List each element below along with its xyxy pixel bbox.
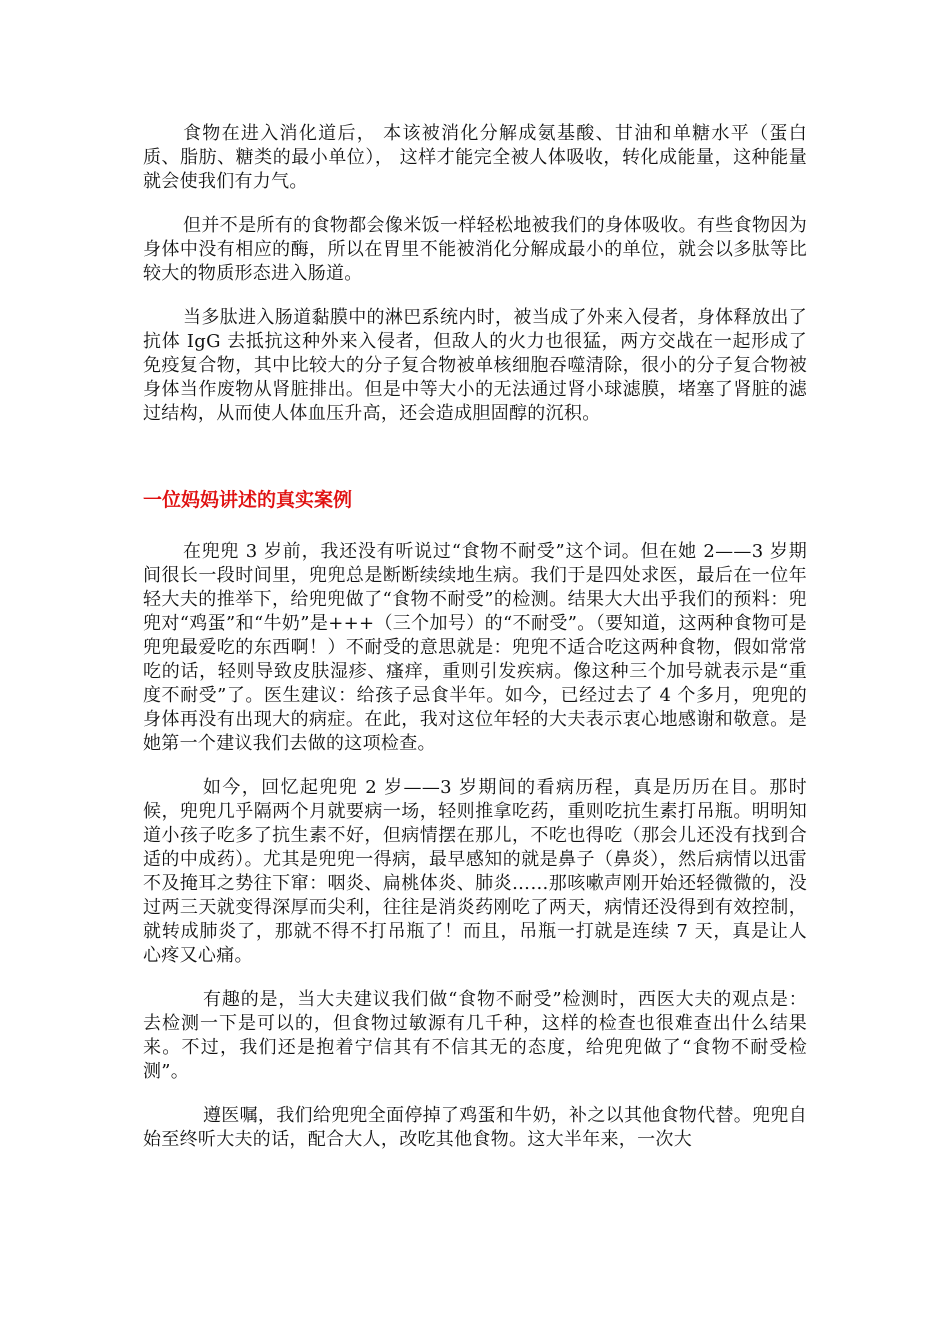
document-page: [143, 122, 807, 1172]
case-paragraph-history: 如今，回忆起兜兜 2 岁——3 岁期间的看病历程，真是历历在目。那时候，兜兜几乎隔两个月就要病一场，轻则推拿吃药，重则吃抗生素打吊瓶。明明知道小孩子吃多了抗生素不好，但病情摆在那儿，不吃也得吃（那会儿还没有找到合适的中成药）。尤其是兜兜一得病，最早感知的就是鼻子（鼻炎），然后病情以迅雷不及掩耳之势往下窜：咽炎、扁桃体炎、肺炎……那咳嗽声刚开始还轻微微的，没过两三天就变得深厚而尖利，往往是消炎药刚吃了两天，病情还没得到有效控制，就转成肺炎了，那就不得不打吊瓶了！而且，吊瓶一打就是连续 7 天，真是让人心疼又心痛。: [143, 777, 807, 966]
section-heading-case: 一位妈妈讲述的真实案例: [143, 489, 353, 511]
intro-paragraph-immune: 当多肽进入肠道黏膜中的淋巴系统内时，被当成了外来入侵者，身体释放出了抗体 IgG 去抵抗这种外来入侵者，但敌人的火力也很猛，两方交战在一起形成了免疫复合物，其中比较大的分子复合物被单核细胞吞噬清除，很小的分子复合物被身体当作废物从肾脏排出。但是中等大小的无法通过肾小球滤膜，堵塞了肾脏的滤过结构，从而使人体血压升高，还会造成胆固醇的沉积。: [143, 307, 807, 424]
case-paragraph-diet: 遵医嘱，我们给兜兜全面停掉了鸡蛋和牛奶，补之以其他食物代替。兜兜自始至终听大夫的话，配合大人，改吃其他食物。这大半年来，一次大: [143, 1105, 807, 1150]
case-paragraph-doctor-view: 有趣的是，当大夫建议我们做“食物不耐受”检测时，西医大夫的观点是： 去检测一下是可以的，但食物过敏源有几千种，这样的检查也很难查出什么结果来。不过，我们还是抱着宁信其有不信其无的态度，给兜兜做了“食物不耐受检测”。: [143, 989, 807, 1082]
case-paragraph-test: 在兜兜 3 岁前，我还没有听说过“食物不耐受”这个词。但在她 2——3 岁期间很长一段时间里，兜兜总是断断续续地生病。我们于是四处求医，最后在一位年轻大夫的推举下，给兜兜做了“食物不耐受”的检测。结果大大出乎我们的预料：兜兜对“鸡蛋”和“牛奶”是+++（三个加号）的“不耐受”。（要知道，这两种食物可是兜兜最爱吃的东西啊！）不耐受的意思就是：兜兜不适合吃这两种食物，假如常常吃的话，轻则导致皮肤湿疹、瘙痒，重则引发疾病。像这种三个加号就表示是“重度不耐受”了。医生建议：给孩子忌食半年。如今，已经过去了 4 个多月，兜兜的身体再没有出现大的病症。在此，我对这位年轻的大夫表示衷心地感谢和敬意。是她第一个建议我们去做的这项检查。: [143, 541, 807, 754]
intro-paragraph-enzymes: 但并不是所有的食物都会像米饭一样轻松地被我们的身体吸收。有些食物因为身体中没有相应的酶，所以在胃里不能被消化分解成最小的单位，就会以多肽等比较大的物质形态进入肠道。: [143, 215, 807, 284]
intro-paragraph-digestion: 食物在进入消化道后， 本该被消化分解成氨基酸、甘油和单糖水平（蛋白质、脂肪、糖类的最小单位）， 这样才能完全被人体吸收，转化成能量，这种能量就会使我们有力气。: [143, 123, 807, 192]
